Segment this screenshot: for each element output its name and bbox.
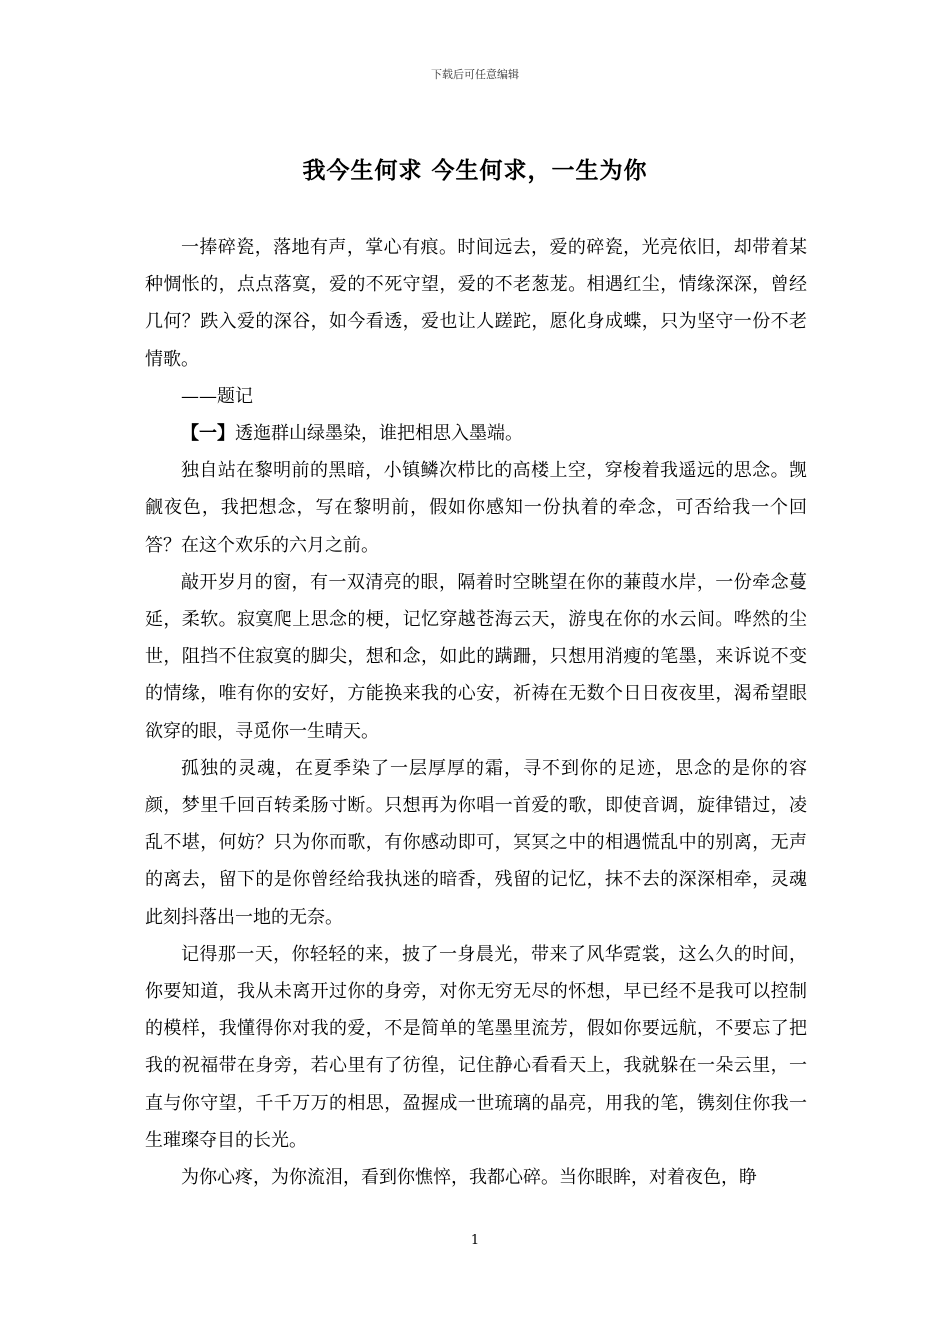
- section-heading-text: 透迤群山绿墨染，谁把相思入墨端。: [235, 423, 523, 445]
- document-body: [145, 229, 807, 1196]
- header-note: 下载后可任意编辑: [431, 68, 519, 81]
- section-number: 【一】: [181, 423, 235, 445]
- paragraph: 记得那一天，你轻轻的来，披了一身晨光，带来了风华霓裳，这么久的时间，你要知道，我从未离开过你的身旁，对你无穷无尽的怀想，早已经不是我可以控制的模样，我懂得你对我的爱，不是简单的笔墨里流芳，假如你要远航，不要忘了把我的祝福带在身旁，若心里有了彷徨，记住静心看看天上，我就躲在一朵云里，一直与你守望，千千万万的相思，盈握成一世琉璃的晶亮，用我的笔，镌刻住你我一生璀璨夺目的长光。: [145, 943, 807, 1151]
- paragraph: 孤独的灵魂，在夏季染了一层厚厚的霜，寻不到你的足迹，思念的是你的容颜，梦里千回百转柔肠寸断。只想再为你唱一首爱的歌，即使音调，旋律错过，凌乱不堪，何妨？只为你而歌，有你感动即可，冥冥之中的相遇慌乱中的别离，无声的离去，留下的是你曾经给我执迷的暗香，残留的记忆，抹不去的深深相牵，灵魂此刻抖落出一地的无奈。: [145, 757, 807, 928]
- document-title: 我今生何求 今生何求，一生为你: [302, 157, 648, 184]
- paragraph-intro: 一捧碎瓷，落地有声，掌心有痕。时间远去，爱的碎瓷，光亮依旧，却带着某种惆怅的，点点落寞，爱的不死守望，爱的不老葱茏。相遇红尘，情缘深深，曾经几何？跌入爱的深谷，如今看透，爱也让人蹉跎，愿化身成蝶，只为坚守一份不老情歌。: [145, 237, 807, 370]
- paragraph: 敲开岁月的窗，有一双清亮的眼，隔着时空眺望在你的蒹葭水岸，一份牵念蔓延，柔软。寂寞爬上思念的梗，记忆穿越苍海云天，游曳在你的水云间。哗然的尘世，阻挡不住寂寞的脚尖，想和念，如此的蹒跚，只想用消瘦的笔墨，来诉说不变的情缘，唯有你的安好，方能换来我的心安，祈祷在无数个日日夜夜里，渴希望眼欲穿的眼，寻觅你一生晴天。: [145, 571, 807, 742]
- section-heading: [145, 415, 807, 452]
- paragraph: 独自站在黎明前的黑暗，小镇鳞次栉比的高楼上空，穿梭着我遥远的思念。觊觎夜色，我把想念，写在黎明前，假如你感知一份执着的牵念，可否给我一个回答？在这个欢乐的六月之前。: [145, 460, 807, 556]
- page-number: 1: [470, 1233, 480, 1248]
- paragraph-epigraph-note: ——题记: [181, 385, 253, 407]
- paragraph: 为你心疼，为你流泪，看到你憔悴，我都心碎。当你眼眸，对着夜色，睁: [181, 1167, 757, 1189]
